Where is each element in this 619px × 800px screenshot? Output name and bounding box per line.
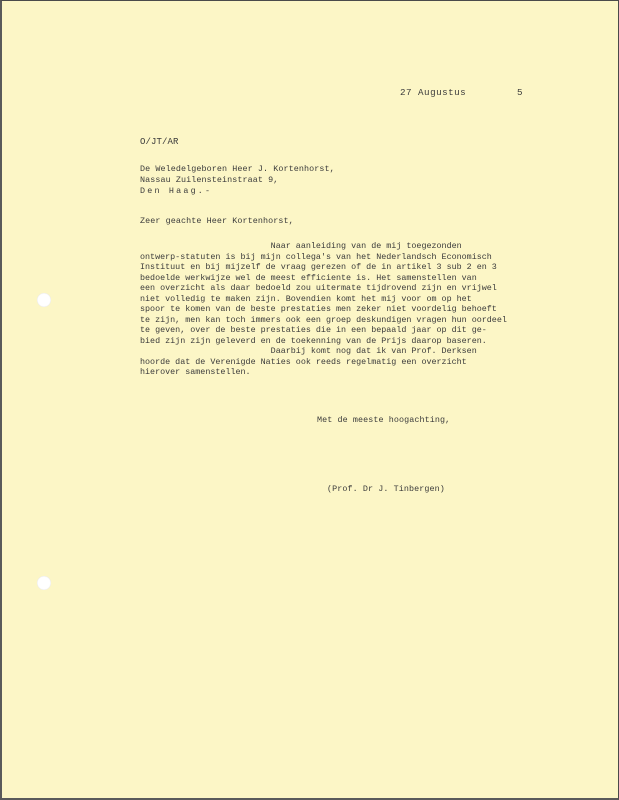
closing-phrase: Met de meeste hoogachting, <box>317 415 451 425</box>
page-number: 5 <box>517 87 523 98</box>
body-line: te zijn, men kan toch immers ook een groep deskundigen vragen hun oordeel <box>140 314 507 325</box>
body-line: spoor te komen van de beste prestaties men zeker niet voordelig behoeft <box>140 304 497 314</box>
letter-date: 27 Augustus <box>400 87 467 98</box>
punch-hole-top <box>37 293 51 307</box>
reference-code: O/JT/AR <box>140 137 179 147</box>
body-line: Daarbij komt nog dat ik van Prof. Derksen <box>140 346 477 356</box>
address-line-1: De Weledelgeboren Heer J. Kortenhorst, <box>140 164 335 174</box>
punch-hole-bottom <box>37 576 51 590</box>
address-line-3: Den Haag.- <box>140 186 213 196</box>
body-line: ontwerp-statuten is bij mijn collega's van het Nederlandsch Economisch <box>140 251 492 262</box>
body-line: Instituut en bij mijzelf de vraag gerezen of de in artikel 3 sub 2 en 3 <box>140 262 497 272</box>
body-line: Naar aanleiding van de mij toegezonden <box>140 241 462 251</box>
body-line: te geven, over de beste prestaties die in een bepaald jaar op dit ge- <box>140 325 487 335</box>
address-line-2: Nassau Zuilensteinstraat 9, <box>140 175 279 185</box>
body-line: hoorde dat de Verenigde Naties ook reeds regelmatig een overzicht <box>140 356 467 367</box>
body-line: een overzicht als daar bedoeld zou uitermate tijdrovend zijn en vrijwel <box>140 283 497 293</box>
body-line: niet volledig te maken zijn. Bovendien komt het mij voor om op het <box>140 293 472 304</box>
body-line: bedoelde werkwijze wel de meest efficiente is. Het samenstellen van <box>140 272 477 283</box>
body-line: hierover samenstellen. <box>140 367 251 377</box>
salutation: Zeer geachte Heer Kortenhorst, <box>140 216 294 226</box>
signature-line: (Prof. Dr J. Tinbergen) <box>327 484 445 494</box>
letter-body <box>140 241 600 378</box>
body-line: bied zijn zijn geleverd en de toekenning van de Prijs daarop baseren. <box>140 335 487 346</box>
